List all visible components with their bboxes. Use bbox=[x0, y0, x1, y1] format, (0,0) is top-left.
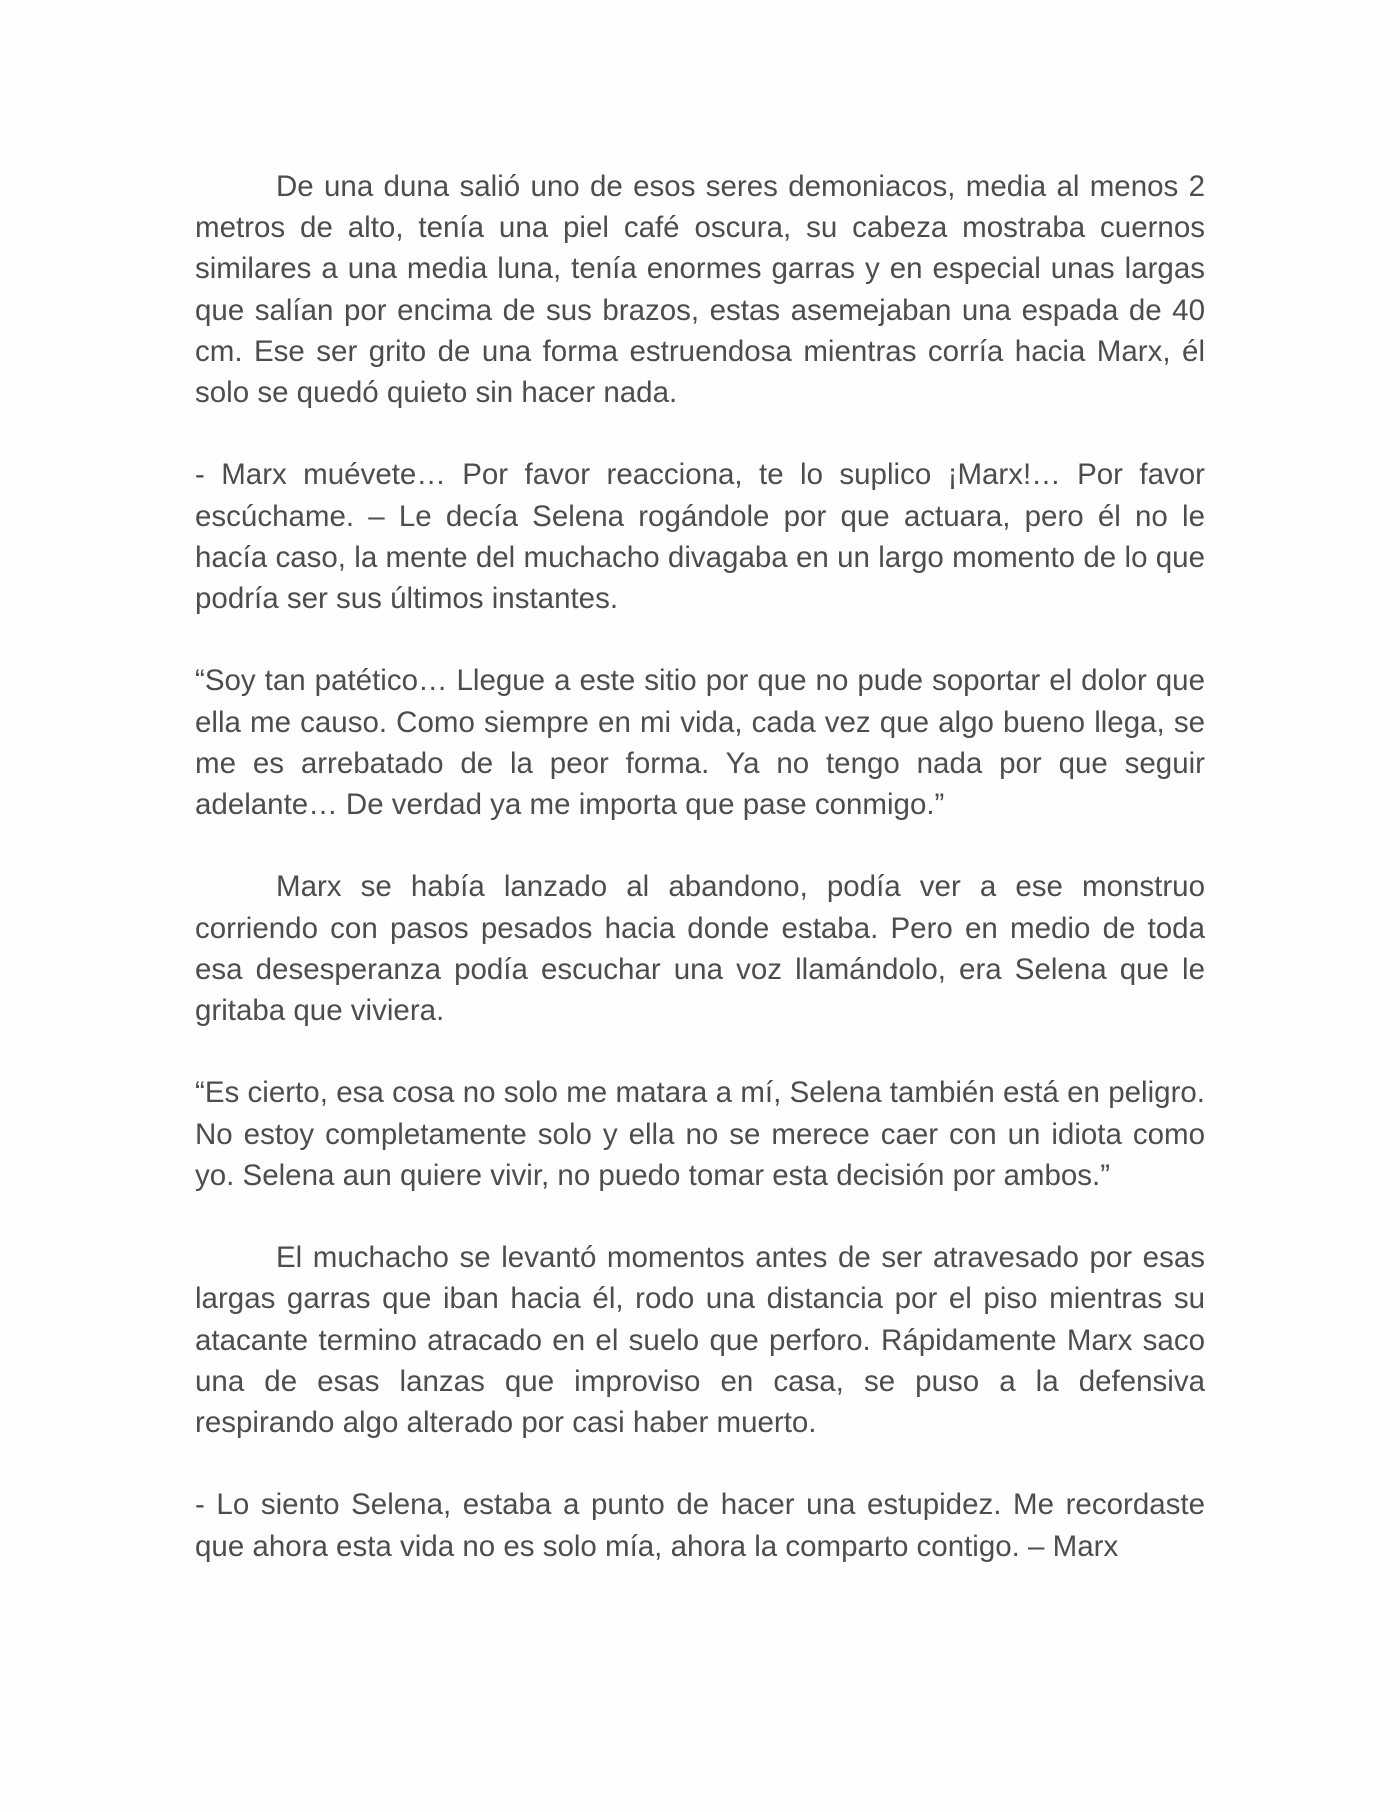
paragraph-4: Marx se había lanzado al abandono, podía ver a ese monstruo corriendo con pasos pesados hacia donde estaba. Pero en medio de toda esa desesperanza podía escuchar una voz llamándolo, era Selena que le gritaba que viviera. bbox=[195, 870, 1205, 1028]
paragraph-1: De una duna salió uno de esos seres demoniacos, media al menos 2 metros de alto, tenía una piel café oscura, su cabeza mostraba cuernos similares a una media luna, tenía enormes garras y en especial unas largas que salían por encima de sus brazos, estas asemejaban una espada de 40 cm. Ese ser grito de una forma estruendosa mientras corría hacia Marx, él solo se quedó quieto sin hacer nada. bbox=[195, 170, 1205, 410]
paragraph-7: - Lo siento Selena, estaba a punto de hacer una estupidez. Me recordaste que ahora esta vida no es solo mía, ahora la comparto contigo. – Marx bbox=[195, 1488, 1205, 1563]
paragraph-3: “Soy tan patético… Llegue a este sitio por que no pude soportar el dolor que ella me causo. Como siempre en mi vida, cada vez que algo bueno llega, se me es arrebatado de la peor forma. Ya no tengo nada por que seguir adelante… De verdad ya me importa que pase conmigo.” bbox=[195, 664, 1205, 822]
document-body bbox=[195, 166, 1205, 1567]
paragraph-2: - Marx muévete… Por favor reacciona, te lo suplico ¡Marx!… Por favor escúchame. – Le decía Selena rogándole por que actuara, pero él no le hacía caso, la mente del muchacho divagaba en un largo momento de lo que podría ser sus últimos instantes. bbox=[195, 458, 1205, 616]
paragraph-5: “Es cierto, esa cosa no solo me matara a mí, Selena también está en peligro. No estoy completamente solo y ella no se merece caer con un idiota como yo. Selena aun quiere vivir, no puedo tomar esta decisión por ambos.” bbox=[195, 1076, 1205, 1192]
paragraph-6: El muchacho se levantó momentos antes de ser atravesado por esas largas garras que iban hacia él, rodo una distancia por el piso mientras su atacante termino atracado en el suelo que perforo. Rápidamente Marx saco una de esas lanzas que improviso en casa, se puso a la defensiva respirando algo alterado por casi haber muerto. bbox=[195, 1241, 1205, 1440]
